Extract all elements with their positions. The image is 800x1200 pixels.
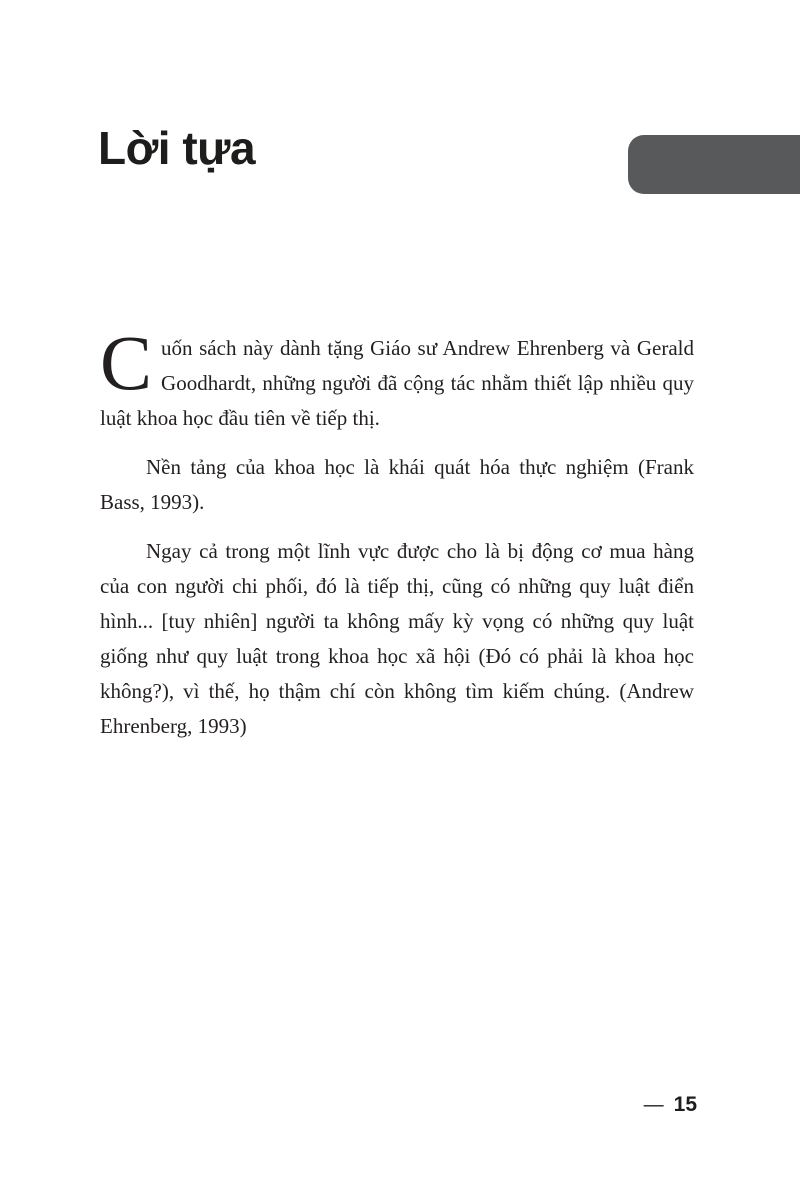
page-footer	[644, 1093, 697, 1117]
preface-content	[100, 319, 694, 758]
paragraph-dedication	[100, 319, 694, 436]
chapter-tab-marker	[628, 135, 800, 194]
page-title: Lời tựa	[98, 122, 256, 174]
drop-cap: C	[100, 319, 153, 406]
paragraph-quote-ehrenberg: Ngay cả trong một lĩnh vực được cho là bị động cơ mua hàng của con người chi phối, đó là tiếp thị, cũng có những quy luật điển hình... [tuy nhiên] người ta không mấy kỳ vọng có những quy luật giống như quy luật trong khoa học xã hội (Đó có phải là khoa học không?), vì thế, họ thậm chí còn không tìm kiếm chúng. (Andrew Ehrenberg, 1993)	[100, 539, 694, 738]
paragraph-quote-bass: Nền tảng của khoa học là khái quát hóa thực nghiệm (Frank Bass, 1993).	[100, 455, 694, 514]
paragraph-dedication-text: uốn sách này dành tặng Giáo sư Andrew Ehrenberg và Gerald Goodhardt, những người đã cộng tác nhằm thiết lập nhiều quy luật khoa học đầu tiên về tiếp thị.	[100, 336, 694, 430]
footer-dash: —	[643, 1094, 664, 1116]
page-number: 15	[673, 1093, 697, 1116]
